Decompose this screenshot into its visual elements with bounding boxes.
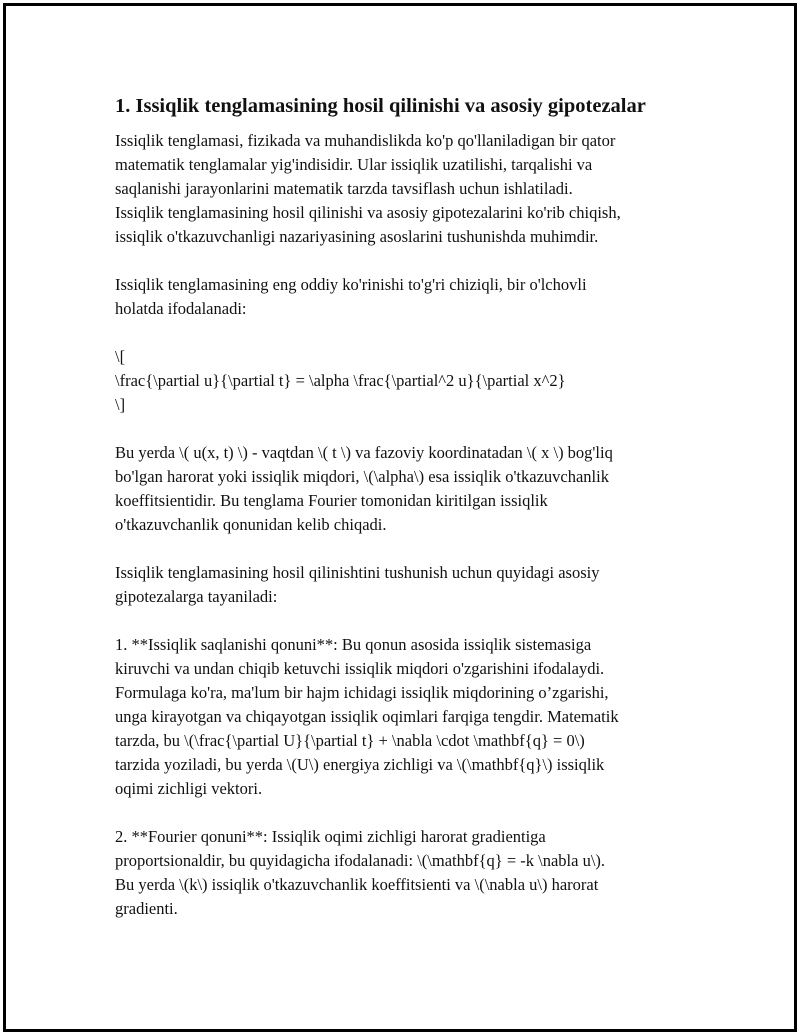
hypothesis-item-2: 2. **Fourier qonuni**: Issiqlik oqimi zichligi harorat gradientiga proportsionaldir, bu quyidagicha ifodalanadi: \(\mathbf{q} = -k \nabla u\). Bu yerda \(k\) issiqlik o'tkazuvchanlik koeffitsienti va \(\nabla u\) harorat gradienti. [115,827,606,918]
hypotheses-intro-paragraph: Issiqlik tenglamasining hosil qilinishtini tushunish uchun quyidagi asosiy gipotezalarga tayaniladi: [115,563,600,606]
section-heading: 1. Issiqlik tenglamasining hosil qilinishi va asosiy gipotezalar [115,95,646,117]
heat-equation-latex: \[ \frac{\partial u}{\partial t} = \alpha \frac{\partial^2 u}{\partial x^2} \] [115,347,566,414]
hypothesis-item-1: 1. **Issiqlik saqlanishi qonuni**: Bu qonun asosida issiqlik sistemasiga kiruvchi va undan chiqib ketuvchi issiqlik miqdori o'zgarishini ifodalaydi. Formulaga ko'ra, ma'lum bir hajm ichidagi issiqlik miqdorining o’zgarishi, unga kirayotgan va chiqayotgan issiqlik oqimlari farqiga tengdir. Matematik tarzda, bu \(\frac{\partial U}{\partial t} + \nabla \cdot \mathbf{q} = 0\) tarzida yoziladi, bu yerda \(U\) energiya zichligi va \(\mathbf{q}\) issiqlik oqimi zichligi vektori. [115,635,619,798]
simple-form-paragraph: Issiqlik tenglamasining eng oddiy ko'rinishi to'g'ri chiziqli, bir o'lchovli holatda ifodalanadi: [115,275,587,318]
document-body [115,92,695,945]
intro-paragraph: Issiqlik tenglamasi, fizikada va muhandislikda ko'p qo'llaniladigan bir qator matematik tenglamalar yig'indisidir. Ular issiqlik uzatilishi, tarqalishi va saqlanishi jarayonlarini matematik tarzda tavsiflash uchun ishlatiladi. Issiqlik tenglamasining hosil qilinishi va asosiy gipotezalarini ko'rib chiqish, issiqlik o'tkazuvchanligi nazariyasining asoslarini tushunishda muhimdir. [115,131,621,246]
variables-paragraph: Bu yerda \( u(x, t) \) - vaqtdan \( t \) va fazoviy koordinatadan \( x \) bog'liq bo'lgan harorat yoki issiqlik miqdori, \(\alpha\) esa issiqlik o'tkazuvchanlik koeffitsientidir. Bu tenglama Fourier tomonidan kiritilgan issiqlik o'tkazuvchanlik qonunidan kelib chiqadi. [115,443,613,534]
